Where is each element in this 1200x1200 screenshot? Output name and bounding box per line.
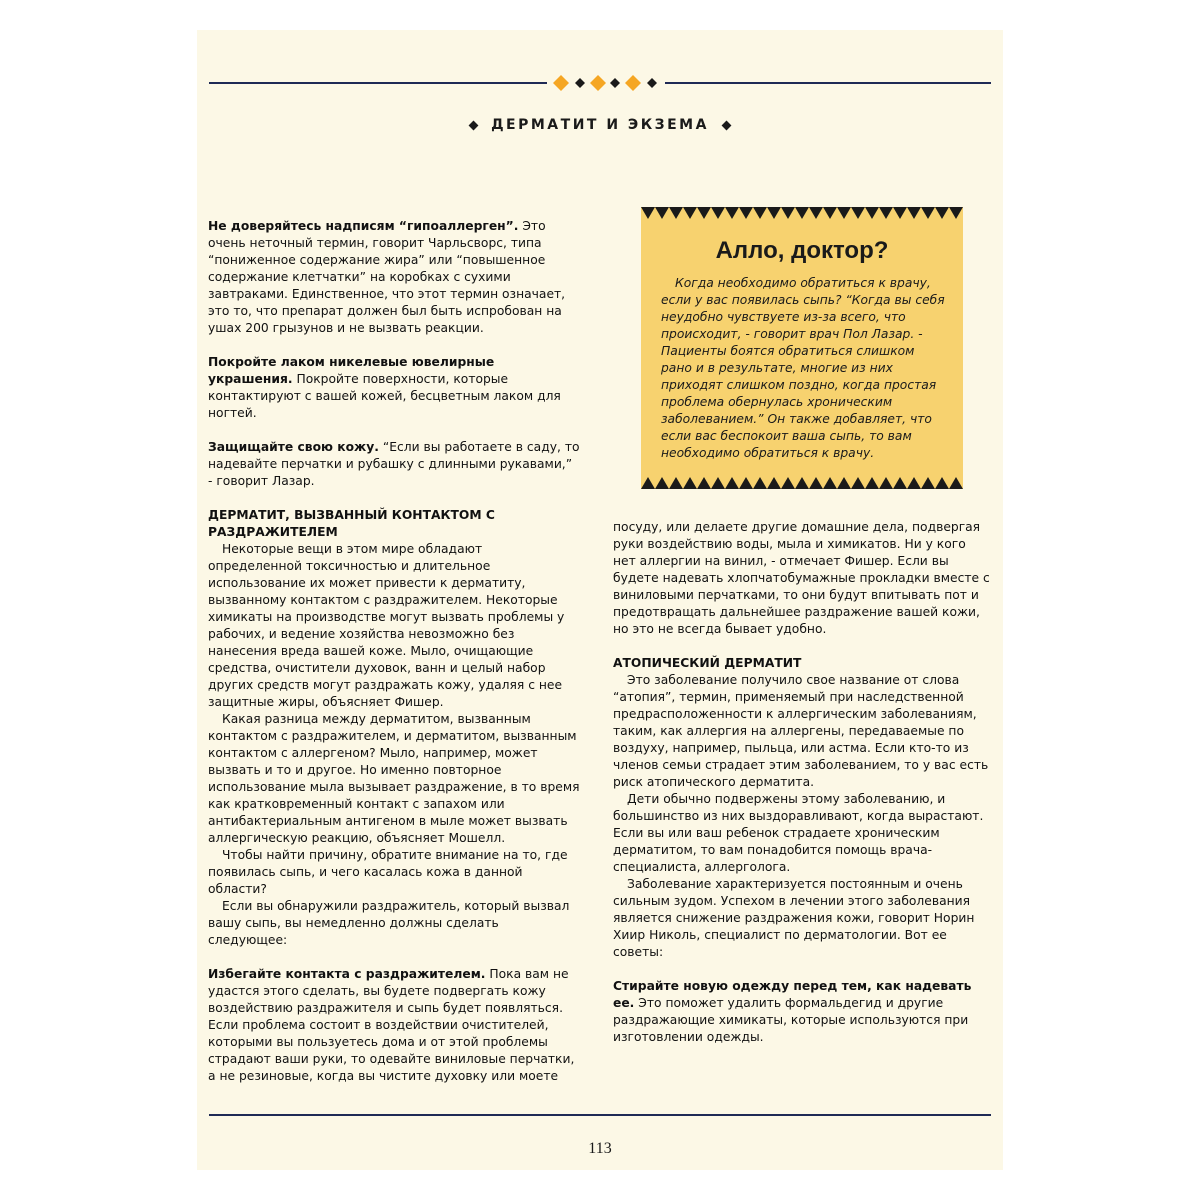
zigzag-border-top [641, 207, 963, 221]
paragraph-text: “Если вы работаете в саду, то надевайте перчатки и рубашку с длинными рукавами,” - говорит Лазар. [208, 440, 580, 488]
section-heading: ДЕРМАТИТ, ВЫЗВАННЫЙ КОНТАКТОМ С РАЗДРАЖИТЕЛЕМ [208, 508, 495, 539]
tip-heading: Избегайте контакта с раздражителем. [208, 967, 486, 981]
diamond-ornament-icon [551, 72, 663, 94]
left-column [208, 218, 580, 1085]
paragraph-text: Это очень неточный термин, говорит Чарльсворс, типа “пониженное содержание жира” или “повышенное содержание клетчатки” на коробках с сухими завтраками. Единственное, что этот термин означает, это то, что препарат должен был быть испробован на ушах 200 грызунов и не вызвать реакции. [208, 219, 566, 335]
page-number: 113 [588, 1140, 612, 1157]
paragraph: Некоторые вещи в этом мире обладают определенной токсичностью и длительное использование их может привести к дерматиту, вызванному контактом с раздражителем. Некоторые химикаты на производстве могут вызвать проблемы у рабочих, и ведение хозяйства невозможно без нанесения вреда вашей коже. Мыло, очищающие средства, очистители духовок, ванн и целый набор других средств могут раздражать кожу, удаляя с нее защитные жиры, объясняет Фишер. [208, 542, 565, 709]
paragraph: Какая разница между дерматитом, вызванным контактом с раздражителем, и дерматитом, вызванным контактом с аллергеном? Мыло, например, может вызвать и то и другое. Но именно повторное использование мыла вызывает раздражение, в то время как кратковременный контакт с запахом или антибактериальным антигеном в мыле может вызвать аллергическую реакцию, объясняет Мошелл. [208, 712, 580, 845]
paragraph: посуду, или делаете другие домашние дела, подвергая руки воздействию воды, мыла и химикатов. Ни у кого нет аллергии на винил, - отмечает Фишер. Если вы будете надевать хлопчатобумажные прокладки вместе с виниловыми перчатками, то они будут впитывать пот и предотвращать дальнейшее раздражение вашей кожи, но это не всегда бывает удобно. [613, 520, 990, 636]
diamond-bullet-icon [469, 120, 479, 130]
paragraph [208, 218, 580, 337]
tip-heading: Стирайте новую одежду перед тем, как надевать ее. [613, 979, 972, 1010]
paragraph: Заболевание характеризуется постоянным и очень сильным зудом. Успехом в лечении этого заболевания является снижение раздражения кожи, говорит Норин Хиир Николь, специалист по дерматологии. Вот ее советы: [613, 877, 975, 959]
paragraph: Чтобы найти причину, обратите внимание на то, где появилась сыпь, и чего касалась кожа в данной области? [208, 848, 568, 896]
zigzag-border-bottom [641, 475, 963, 489]
paragraph-text: Это поможет удалить формальдегид и другие раздражающие химикаты, которые используются при изготовлении одежды. [613, 996, 969, 1044]
paragraph [208, 354, 580, 422]
tip-heading: Защищайте свою кожу. [208, 440, 379, 454]
right-column [613, 519, 991, 1046]
top-rule-left [209, 82, 547, 84]
sidebar-title: Алло, доктор? [715, 237, 889, 264]
paragraph [208, 439, 580, 490]
paragraph: Если вы обнаружили раздражитель, который вызвал вашу сыпь, вы немедленно должны сделать следующее: [208, 899, 570, 947]
paragraph-text: Покройте поверхности, которые контактируют с вашей кожей, бесцветным лаком для ногтей. [208, 372, 561, 420]
section-heading: АТОПИЧЕСКИЙ ДЕРМАТИТ [613, 656, 802, 670]
diamond-bullet-icon [721, 120, 731, 130]
top-rule-right [665, 82, 991, 84]
chapter-title: ДЕРМАТИТ И ЭКЗЕМА [491, 117, 709, 133]
running-head [197, 114, 1003, 136]
paragraph-text: Пока вам не удастся этого сделать, вы будете подвергать кожу воздействию раздражителя и сыпь будет появляться. Если проблема состоит в воздействии очистителей, которыми вы пользуетесь дома и от этой проблемы страдают ваши руки, то одевайте виниловые перчатки, а не резиновые, когда вы чистите духовку или моете [208, 967, 575, 1083]
sidebar-text: Когда необходимо обратиться к врачу, если у вас появилась сыпь? “Когда вы себя неудобно чувствуете из-за всего, что происходит, - говорит врач Пол Лазар. - Пациенты боятся обратиться слишком рано и в результате, многие из них приходят слишком поздно, когда простая проблема обернулась хроническим заболеванием.” Он также добавляет, что если вас беспокоит ваша сыпь, то вам необходимо обратиться к врачу. [661, 276, 945, 460]
tip-heading: Не доверяйтесь надписям “гипоаллерген”. [208, 219, 519, 233]
sidebar-box [641, 207, 963, 489]
book-page [197, 30, 1003, 1170]
bottom-rule [209, 1114, 991, 1116]
paragraph: Это заболевание получило свое название от слова “атопия”, термин, применяемый при наследственной предрасположенности к аллергическим заболеваниям, таким, как аллергия на аллергены, передаваемые по воздуху, например, пыльца, или астма. Если кто-то из членов семьи страдает этим заболеванием, то у вас есть риск атопического дерматита. [613, 673, 989, 789]
paragraph: Дети обычно подвержены этому заболеванию, и большинство из них выздоравливают, когда вырастают. Если вы или ваш ребенок страдаете хроническим дерматитом, то вам понадобится помощь врача-специалиста, аллерголога. [613, 792, 984, 874]
paragraph [613, 978, 991, 1046]
tip-heading: Покройте лаком никелевые ювелирные украшения. [208, 355, 495, 386]
paragraph [208, 966, 580, 1085]
